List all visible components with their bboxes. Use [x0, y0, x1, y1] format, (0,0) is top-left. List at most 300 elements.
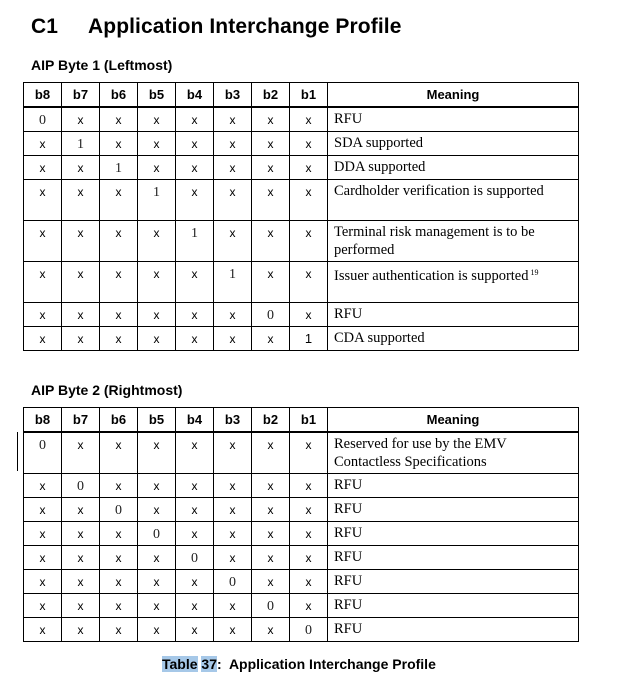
- column-header: Meaning: [328, 83, 579, 108]
- bit-value: x: [305, 438, 312, 452]
- column-header: b6: [100, 408, 138, 433]
- footnote-ref[interactable]: 19: [530, 268, 539, 277]
- bit-cell: [100, 221, 138, 262]
- bit-cell: [62, 474, 100, 498]
- bit-value: x: [153, 575, 160, 589]
- bit-value: x: [39, 185, 46, 199]
- bit-value: x: [305, 161, 312, 175]
- meaning-text: RFU: [334, 621, 363, 637]
- bit-value: x: [153, 308, 160, 322]
- bit-cell: [100, 618, 138, 642]
- bit-cell: [138, 327, 176, 351]
- bit-cell: [24, 594, 62, 618]
- bit-value: x: [191, 575, 198, 589]
- bit-value: 1: [77, 137, 84, 152]
- bit-cell: [252, 474, 290, 498]
- bit-cell: [24, 522, 62, 546]
- bit-value: x: [77, 161, 84, 175]
- meaning-text: Terminal risk management is to be performed: [334, 224, 535, 258]
- column-header: b2: [252, 408, 290, 433]
- bit-cell: [176, 570, 214, 594]
- bit-value: x: [267, 185, 274, 199]
- bit-value: x: [115, 267, 122, 281]
- table-row: [24, 180, 579, 221]
- bit-value: x: [115, 185, 122, 199]
- meaning-text: RFU: [334, 525, 363, 541]
- bit-cell: [176, 107, 214, 132]
- table-row: [24, 594, 579, 618]
- table-row: [24, 221, 579, 262]
- column-header: b8: [24, 408, 62, 433]
- aip-byte-2-table: [23, 407, 579, 642]
- bit-value: x: [229, 308, 236, 322]
- column-header: b5: [138, 408, 176, 433]
- bit-cell: [214, 570, 252, 594]
- bit-value: x: [39, 332, 46, 346]
- bit-value: x: [77, 226, 84, 240]
- bit-value: x: [191, 113, 198, 127]
- bit-value: 1: [191, 226, 198, 241]
- bit-cell: [100, 107, 138, 132]
- bit-value: 0: [39, 438, 46, 453]
- bit-value: x: [267, 575, 274, 589]
- bit-value: x: [77, 267, 84, 281]
- bit-value: x: [267, 113, 274, 127]
- bit-cell: [138, 498, 176, 522]
- bit-value: x: [229, 623, 236, 637]
- bit-cell: [24, 432, 62, 474]
- bit-value: x: [267, 623, 274, 637]
- bit-value: x: [153, 226, 160, 240]
- table-row: [24, 570, 579, 594]
- bit-cell: [24, 570, 62, 594]
- bit-value: x: [77, 599, 84, 613]
- column-header: Meaning: [328, 408, 579, 433]
- bit-cell: [100, 474, 138, 498]
- meaning-cell: [328, 262, 579, 303]
- bit-cell: [176, 132, 214, 156]
- bit-value: x: [229, 479, 236, 493]
- meaning-cell: [328, 156, 579, 180]
- bit-cell: [290, 522, 328, 546]
- bit-cell: [62, 107, 100, 132]
- bit-cell: [252, 180, 290, 221]
- bit-cell: [62, 522, 100, 546]
- bit-cell: [176, 303, 214, 327]
- bit-value: x: [191, 623, 198, 637]
- meaning-text: RFU: [334, 477, 363, 493]
- bit-cell: [100, 156, 138, 180]
- bit-value: x: [305, 527, 312, 541]
- bit-value: x: [77, 623, 84, 637]
- column-header: b2: [252, 83, 290, 108]
- bit-value: x: [229, 137, 236, 151]
- bit-cell: [214, 594, 252, 618]
- bit-value: 1: [304, 331, 313, 346]
- bit-cell: [214, 107, 252, 132]
- bit-cell: [62, 327, 100, 351]
- bit-cell: [138, 303, 176, 327]
- bit-value: x: [305, 226, 312, 240]
- meaning-cell: [328, 327, 579, 351]
- bit-cell: [290, 303, 328, 327]
- bit-value: x: [39, 623, 46, 637]
- bit-value: x: [229, 527, 236, 541]
- bit-value: x: [191, 479, 198, 493]
- table-row: [24, 618, 579, 642]
- bit-value: x: [229, 332, 236, 346]
- bit-value: x: [115, 226, 122, 240]
- bit-cell: [24, 474, 62, 498]
- meaning-cell: [328, 546, 579, 570]
- meaning-cell: [328, 221, 579, 262]
- meaning-cell: [328, 107, 579, 132]
- bit-value: x: [39, 599, 46, 613]
- bit-value: 0: [229, 575, 236, 590]
- bit-cell: [290, 156, 328, 180]
- bit-value: x: [267, 551, 274, 565]
- bit-cell: [24, 221, 62, 262]
- bit-value: x: [267, 332, 274, 346]
- bit-value: x: [153, 503, 160, 517]
- bit-cell: [252, 618, 290, 642]
- bit-cell: [138, 107, 176, 132]
- meaning-cell: [328, 618, 579, 642]
- header-row: [24, 83, 579, 108]
- table-row: [24, 432, 579, 474]
- bit-value: x: [115, 137, 122, 151]
- table-row: [24, 262, 579, 303]
- bit-value: 0: [267, 308, 274, 323]
- table-row: [24, 546, 579, 570]
- bit-value: x: [267, 161, 274, 175]
- bit-cell: [138, 221, 176, 262]
- meaning-text: RFU: [334, 111, 363, 127]
- bit-cell: [176, 498, 214, 522]
- bit-cell: [290, 498, 328, 522]
- bit-cell: [290, 107, 328, 132]
- column-header: b7: [62, 408, 100, 433]
- bit-cell: [290, 570, 328, 594]
- meaning-cell: [328, 594, 579, 618]
- bit-value: x: [77, 332, 84, 346]
- bit-cell: [214, 546, 252, 570]
- table-caption: [162, 656, 436, 672]
- bit-value: x: [229, 551, 236, 565]
- bit-value: x: [153, 438, 160, 452]
- bit-value: 0: [115, 503, 122, 518]
- meaning-text: CDA supported: [334, 330, 425, 346]
- meaning-cell: [328, 474, 579, 498]
- bit-value: x: [39, 575, 46, 589]
- bit-value: x: [115, 332, 122, 346]
- meaning-text: Cardholder verification is supported: [334, 183, 544, 199]
- bit-cell: [290, 180, 328, 221]
- bit-value: x: [77, 503, 84, 517]
- bit-cell: [214, 262, 252, 303]
- bit-cell: [62, 570, 100, 594]
- bit-value: x: [305, 113, 312, 127]
- bit-value: x: [115, 113, 122, 127]
- bit-value: x: [77, 185, 84, 199]
- meaning-text: Reserved for use by the EMV Contactless Specifications: [334, 436, 507, 470]
- bit-cell: [24, 303, 62, 327]
- bit-cell: [24, 618, 62, 642]
- table-2-heading: AIP Byte 2 (Rightmost): [31, 382, 183, 398]
- bit-value: x: [115, 623, 122, 637]
- bit-cell: [290, 132, 328, 156]
- bit-value: x: [39, 267, 46, 281]
- bit-cell: [176, 221, 214, 262]
- table-row: [24, 522, 579, 546]
- bit-value: x: [229, 503, 236, 517]
- table-row: [24, 474, 579, 498]
- bit-cell: [24, 132, 62, 156]
- bit-cell: [24, 262, 62, 303]
- bit-cell: [252, 594, 290, 618]
- bit-cell: [214, 618, 252, 642]
- bit-value: x: [153, 479, 160, 493]
- bit-cell: [214, 474, 252, 498]
- bit-value: x: [153, 551, 160, 565]
- bit-value: x: [153, 332, 160, 346]
- bit-value: x: [191, 185, 198, 199]
- bit-cell: [290, 618, 328, 642]
- bit-cell: [176, 262, 214, 303]
- bit-value: x: [115, 308, 122, 322]
- column-header: b7: [62, 83, 100, 108]
- bit-value: 0: [39, 113, 46, 128]
- bit-value: x: [191, 267, 198, 281]
- bit-value: x: [77, 113, 84, 127]
- bit-value: 0: [305, 623, 312, 638]
- bit-cell: [290, 327, 328, 351]
- column-header: b4: [176, 408, 214, 433]
- bit-cell: [176, 156, 214, 180]
- bit-value: x: [115, 527, 122, 541]
- bit-cell: [62, 594, 100, 618]
- meaning-text: DDA supported: [334, 159, 426, 175]
- caption-separator: :: [217, 656, 222, 672]
- bit-cell: [252, 522, 290, 546]
- bit-cell: [138, 156, 176, 180]
- bit-cell: [290, 474, 328, 498]
- bit-cell: [100, 594, 138, 618]
- bit-value: x: [153, 267, 160, 281]
- bit-cell: [100, 327, 138, 351]
- bit-cell: [252, 221, 290, 262]
- column-header: b8: [24, 83, 62, 108]
- bit-value: x: [39, 479, 46, 493]
- bit-cell: [138, 618, 176, 642]
- bit-value: x: [267, 503, 274, 517]
- bit-value: x: [305, 503, 312, 517]
- bit-cell: [252, 107, 290, 132]
- bit-value: x: [77, 551, 84, 565]
- column-header: b3: [214, 83, 252, 108]
- bit-cell: [138, 546, 176, 570]
- bit-value: 0: [77, 479, 84, 494]
- bit-cell: [62, 156, 100, 180]
- bit-cell: [62, 618, 100, 642]
- bit-cell: [62, 432, 100, 474]
- bit-value: 1: [229, 267, 236, 282]
- bit-value: x: [153, 599, 160, 613]
- bit-value: x: [305, 479, 312, 493]
- bit-cell: [62, 132, 100, 156]
- bit-cell: [62, 498, 100, 522]
- bit-cell: [176, 180, 214, 221]
- bit-cell: [24, 107, 62, 132]
- bit-cell: [138, 474, 176, 498]
- column-header: b1: [290, 83, 328, 108]
- bit-cell: [138, 594, 176, 618]
- caption-text: Application Interchange Profile: [228, 656, 436, 672]
- bit-value: x: [39, 226, 46, 240]
- section-heading: [31, 15, 401, 39]
- bit-value: x: [305, 308, 312, 322]
- bit-value: x: [39, 308, 46, 322]
- bit-value: x: [39, 503, 46, 517]
- bit-value: x: [77, 308, 84, 322]
- aip-byte-1-table: [23, 82, 579, 351]
- column-header: b4: [176, 83, 214, 108]
- meaning-text: RFU: [334, 573, 363, 589]
- bit-value: x: [153, 137, 160, 151]
- bit-value: x: [267, 137, 274, 151]
- bit-cell: [176, 432, 214, 474]
- bit-value: 1: [153, 185, 160, 200]
- meaning-cell: [328, 180, 579, 221]
- meaning-text: RFU: [334, 549, 363, 565]
- meaning-cell: [328, 522, 579, 546]
- bit-cell: [24, 327, 62, 351]
- bit-value: x: [191, 503, 198, 517]
- bit-cell: [214, 522, 252, 546]
- bit-cell: [252, 262, 290, 303]
- bit-cell: [62, 221, 100, 262]
- section-number: C1: [31, 15, 59, 38]
- table-row: [24, 156, 579, 180]
- bit-value: x: [39, 137, 46, 151]
- bit-cell: [252, 303, 290, 327]
- bit-value: x: [115, 438, 122, 452]
- change-bar: [17, 432, 18, 471]
- meaning-cell: [328, 303, 579, 327]
- bit-cell: [176, 546, 214, 570]
- bit-cell: [138, 432, 176, 474]
- bit-cell: [24, 180, 62, 221]
- bit-cell: [100, 262, 138, 303]
- bit-cell: [24, 546, 62, 570]
- bit-value: x: [191, 332, 198, 346]
- table-row: [24, 107, 579, 132]
- column-header: b3: [214, 408, 252, 433]
- table-row: [24, 132, 579, 156]
- bit-value: x: [267, 527, 274, 541]
- bit-cell: [24, 498, 62, 522]
- bit-value: x: [305, 267, 312, 281]
- header-row: [24, 408, 579, 433]
- bit-value: x: [115, 599, 122, 613]
- bit-value: x: [267, 438, 274, 452]
- bit-value: x: [229, 161, 236, 175]
- bit-value: x: [153, 113, 160, 127]
- bit-cell: [214, 327, 252, 351]
- bit-value: x: [267, 267, 274, 281]
- bit-cell: [62, 262, 100, 303]
- meaning-text: RFU: [334, 501, 363, 517]
- bit-value: x: [229, 438, 236, 452]
- bit-cell: [252, 498, 290, 522]
- bit-cell: [100, 546, 138, 570]
- bit-value: x: [229, 113, 236, 127]
- bit-value: x: [153, 623, 160, 637]
- meaning-text: SDA supported: [334, 135, 424, 151]
- bit-value: 0: [191, 551, 198, 566]
- table-row: [24, 327, 579, 351]
- bit-value: x: [305, 185, 312, 199]
- bit-value: 0: [153, 527, 160, 542]
- bit-cell: [138, 180, 176, 221]
- bit-value: x: [229, 226, 236, 240]
- bit-value: x: [115, 575, 122, 589]
- bit-value: 0: [267, 599, 274, 614]
- bit-cell: [252, 327, 290, 351]
- bit-cell: [176, 522, 214, 546]
- bit-cell: [290, 221, 328, 262]
- bit-value: x: [191, 137, 198, 151]
- meaning-text: RFU: [334, 306, 363, 322]
- bit-cell: [62, 546, 100, 570]
- bit-value: x: [77, 527, 84, 541]
- bit-value: x: [77, 575, 84, 589]
- bit-value: x: [191, 527, 198, 541]
- bit-value: x: [39, 161, 46, 175]
- bit-cell: [100, 132, 138, 156]
- bit-cell: [290, 546, 328, 570]
- bit-value: x: [153, 161, 160, 175]
- bit-cell: [138, 262, 176, 303]
- meaning-text: Issuer authentication is supported: [334, 268, 529, 284]
- bit-value: x: [191, 438, 198, 452]
- bit-value: x: [305, 575, 312, 589]
- bit-value: x: [115, 479, 122, 493]
- bit-cell: [24, 156, 62, 180]
- table-1-heading: AIP Byte 1 (Leftmost): [31, 57, 173, 73]
- bit-value: x: [39, 551, 46, 565]
- caption-label: Table: [162, 656, 198, 672]
- bit-cell: [290, 262, 328, 303]
- bit-cell: [214, 221, 252, 262]
- bit-value: x: [305, 599, 312, 613]
- bit-cell: [100, 498, 138, 522]
- meaning-cell: [328, 498, 579, 522]
- bit-cell: [252, 570, 290, 594]
- bit-value: x: [191, 308, 198, 322]
- bit-cell: [252, 132, 290, 156]
- bit-value: x: [39, 527, 46, 541]
- bit-cell: [138, 570, 176, 594]
- bit-value: x: [267, 479, 274, 493]
- column-header: b1: [290, 408, 328, 433]
- bit-value: x: [305, 137, 312, 151]
- bit-cell: [62, 303, 100, 327]
- meaning-text: RFU: [334, 597, 363, 613]
- bit-cell: [100, 303, 138, 327]
- bit-value: x: [229, 599, 236, 613]
- bit-value: x: [305, 551, 312, 565]
